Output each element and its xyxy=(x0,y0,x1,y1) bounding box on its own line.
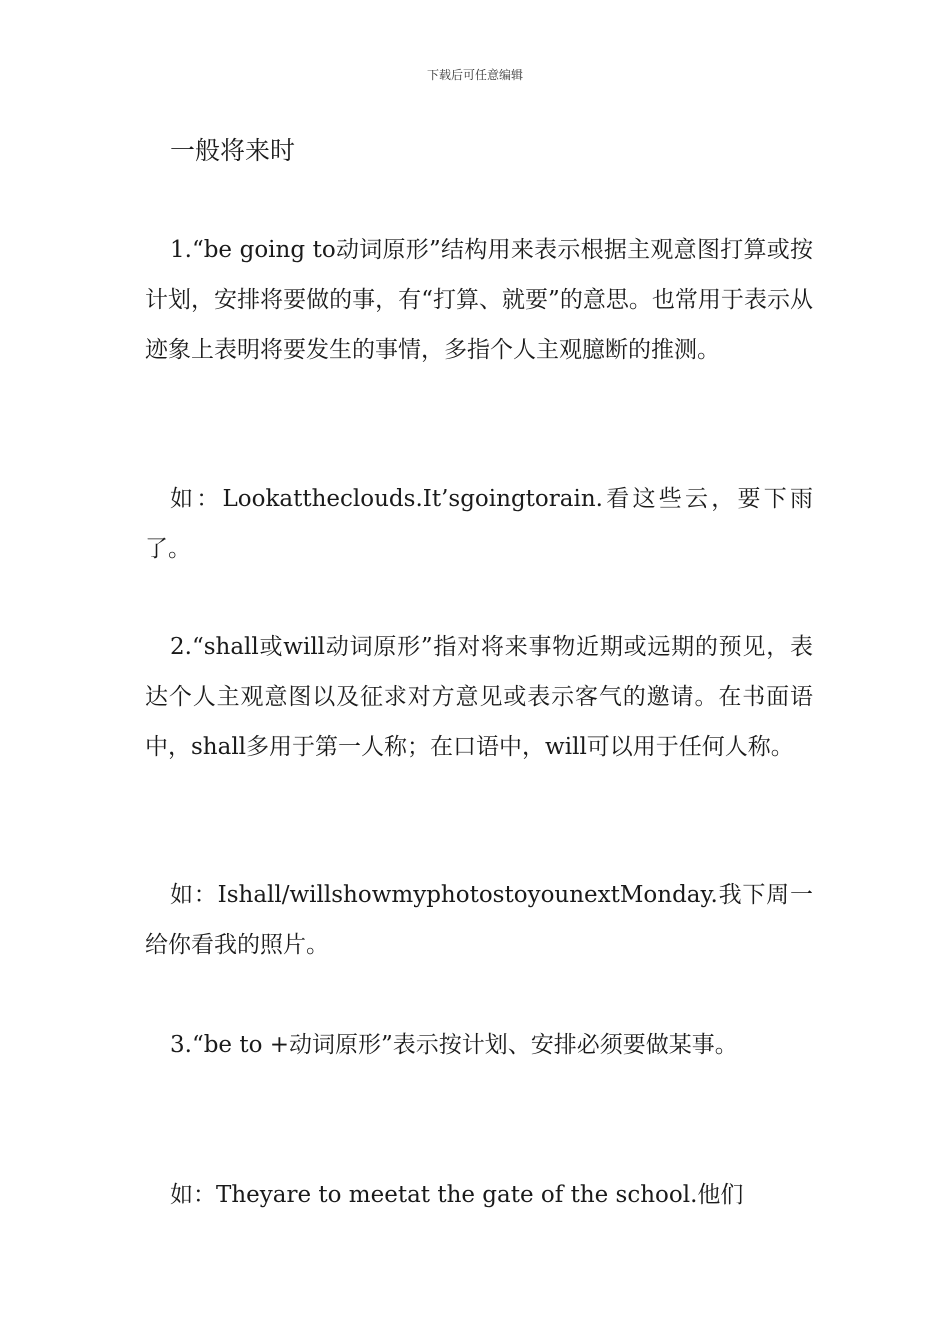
example-2: 如：Ishall/willshowmyphotostoyounextMonday.我下周一给你看我的照片。 xyxy=(145,882,813,958)
document-title: 一般将来时 xyxy=(170,136,296,165)
example-3: 如：Theyare to meetat the gate of the school.他们 xyxy=(170,1182,744,1208)
paragraph-2: 2.“shall或will动词原形”指对将来事物近期或远期的预见，表达个人主观意图以及征求对方意见或表示客气的邀请。在书面语中，shall多用于第一人称；在口语中，will可以用于任何人称。 xyxy=(145,634,813,760)
example-1: 如：Lookattheclouds.It’sgoingtorain.看这些云，要下雨了。 xyxy=(145,486,813,562)
paragraph-1: 1.“be going to动词原形”结构用来表示根据主观意图打算或按计划，安排将要做的事，有“打算、就要”的意思。也常用于表示从迹象上表明将要发生的事情，多指个人主观臆断的推测。 xyxy=(145,237,813,363)
header-note: 下载后可任意编辑 xyxy=(426,68,523,82)
paragraph-3: 3.“be to +动词原形”表示按计划、安排必须要做某事。 xyxy=(170,1032,738,1058)
